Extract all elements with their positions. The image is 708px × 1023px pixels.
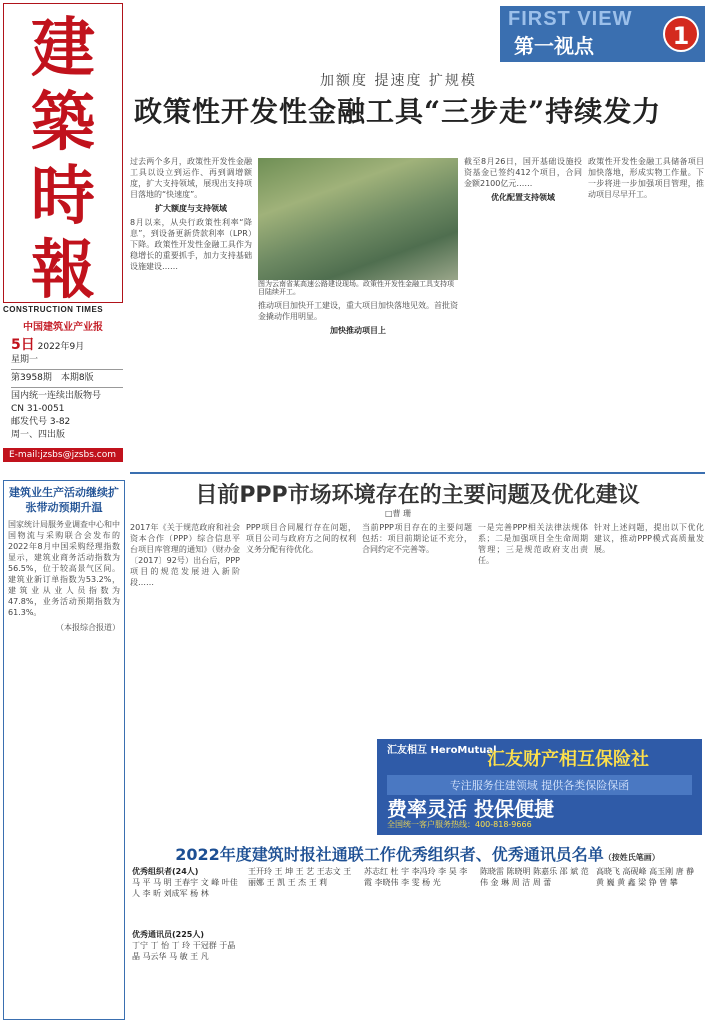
lead-column-3 bbox=[464, 156, 582, 466]
ppp-paragraph: 2017年《关于规范政府和社会资本合作（PPP）综合信息平台项目库管理的通知》（财办金〔2017〕92号）出台后，PPP项目的规范发展进入新阶段…… bbox=[130, 523, 240, 587]
edition-title: 第一视点 bbox=[514, 34, 594, 58]
edition-english: FIRST VIEW bbox=[508, 8, 633, 30]
honor-column-2 bbox=[248, 866, 358, 1016]
edition-banner bbox=[500, 6, 705, 62]
honor-column-4 bbox=[480, 866, 590, 1016]
ppp-column-2 bbox=[246, 522, 356, 832]
frequency: 周一、四出版 bbox=[11, 430, 66, 440]
masthead-subtitle: 中国建筑业产业报 bbox=[23, 322, 103, 333]
sidebar-body: 国家统计局服务业调查中心和中国物流与采购联合会发布的2022年8月中国采购经理指数显示，建筑业商务活动指数为56.5%，位于较高景气区间。建筑业新订单指数为53.2%，建筑业从业人员指数为47.8%，业务活动预期指数为61.3%。 bbox=[8, 520, 120, 617]
ppp-column-1 bbox=[130, 522, 240, 832]
ppp-paragraph: 当前PPP项目存在的主要问题包括：项目前期论证不充分，合同约定不完善等。 bbox=[362, 523, 472, 554]
masthead-char: 建 bbox=[31, 11, 95, 86]
page-count: 本期8版 bbox=[60, 373, 94, 383]
date-day: 5日 bbox=[11, 337, 35, 353]
honor-column-1 bbox=[132, 866, 242, 1016]
ppp-paragraph: 针对上述问题，提出以下优化建议，推动PPP模式高质量发展。 bbox=[594, 523, 704, 554]
sidebar-article bbox=[3, 480, 125, 1020]
ppp-column-3 bbox=[362, 522, 472, 732]
honor-names: 陈晓雷 陈晓明 陈嘉乐 邵 斌 范 伟 金 琳 周 洁 周 蕾 bbox=[480, 867, 589, 887]
honor-names: 王开玲 王 坤 王 艺 王志文 王丽娜 王 凯 王 杰 王 莉 bbox=[248, 867, 352, 887]
ad-company-name: 汇友财产相互保险社 bbox=[487, 749, 649, 770]
page-number-badge: 1 bbox=[663, 16, 699, 52]
reporter-label: 优秀通讯员(225人) bbox=[132, 930, 205, 939]
lead-subhead: 优化配置支持领域 bbox=[491, 193, 555, 202]
lead-subhead: 扩大额度与支持领域 bbox=[155, 204, 227, 213]
ad-brand: 汇友相互 HeroMutual bbox=[387, 745, 497, 756]
lead-column-4 bbox=[588, 156, 704, 466]
lead-paragraph: 过去两个多月，政策性开发性金融工具以设立到运作、再到调增额度，扩大支持领域，展现出支持项目落地的“快速度”。 bbox=[130, 157, 252, 199]
email-link[interactable]: E-mail:jzsbs@jzsbs.com bbox=[3, 448, 123, 462]
ad-phone: 全国统一客户服务热线：400-818-9666 bbox=[387, 820, 532, 829]
ppp-column-4 bbox=[478, 522, 588, 732]
issue-number: 第3958期 bbox=[11, 373, 52, 383]
lead-paragraph: 8月以来，从央行政策性利率“降息”，到设备更新贷款利率（LPR）下降。政策性开发性金融工具作为稳增长的重要抓手，加力支持基础设施建设…… bbox=[130, 218, 252, 271]
masthead-char: 時 bbox=[31, 159, 95, 234]
weekday: 星期一 bbox=[11, 355, 39, 365]
lead-paragraph: 政策性开发性金融工具储备项目加快落地，形成实物工作量。下一步将进一步加强项目管理，推动项目尽早开工。 bbox=[588, 157, 704, 199]
honor-column-5 bbox=[596, 866, 704, 1016]
ppp-headline[interactable]: 目前PPP市场环境存在的主要问题及优化建议 bbox=[195, 483, 640, 508]
lead-headline[interactable]: 政策性开发性金融工具“三步走”持续发力 bbox=[134, 95, 662, 128]
ppp-paragraph: PPP项目合同履行存在问题，项目公司与政府方之间的权利义务分配有待优化。 bbox=[246, 523, 356, 554]
ppp-column-5 bbox=[594, 522, 704, 732]
ppp-paragraph: 一是完善PPP相关法律法规体系；二是加强项目全生命周期管理；三是规范政府支出责任。 bbox=[478, 523, 588, 565]
honor-title: 2022年度建筑时报社通联工作优秀组织者、优秀通讯员名单 bbox=[175, 845, 604, 864]
honor-column-3 bbox=[364, 866, 474, 1016]
ppp-byline: □曹 珊 bbox=[385, 509, 412, 518]
lead-photo bbox=[258, 158, 458, 296]
masthead-char: 報 bbox=[31, 233, 95, 308]
ad-tagline: 费率灵活 投保便捷 bbox=[387, 797, 554, 821]
masthead bbox=[3, 3, 123, 458]
issue-info bbox=[3, 339, 123, 442]
lead-column-2 bbox=[258, 300, 458, 466]
reporter-names: 丁宁 丁 怡 丁 玲 干冠群 于晶晶 马云华 马 敏 王 凡 bbox=[132, 941, 236, 961]
insurance-ad[interactable] bbox=[377, 739, 702, 835]
honor-headline[interactable] bbox=[130, 842, 705, 865]
masthead-logo bbox=[3, 3, 123, 308]
masthead-char: 築 bbox=[31, 85, 95, 160]
ad-slogan: 专注服务住建领域 提供各类保险保函 bbox=[387, 775, 692, 795]
honor-note: （按姓氏笔画） bbox=[603, 853, 660, 862]
sidebar-source: （本报综合报道） bbox=[56, 623, 120, 632]
organizer-label: 优秀组织者(24人) bbox=[132, 867, 199, 876]
lead-subhead: 加快推动项目上 bbox=[330, 326, 386, 335]
lead-paragraph: 推动项目加快开工建设，重大项目加快落地见效。首批资金撬动作用明显。 bbox=[258, 301, 458, 321]
date-month: 2022年9月 bbox=[37, 342, 85, 352]
sidebar-title[interactable]: 建筑业生产活动继续扩张带动预期升温 bbox=[9, 486, 119, 514]
lead-column-1 bbox=[130, 156, 252, 466]
masthead-english: CONSTRUCTION TIMES bbox=[3, 305, 104, 314]
honor-names: 高晓飞 高砚峰 高玉刚 唐 静 黄 巍 黄 鑫 梁 铮 曾 攀 bbox=[596, 867, 695, 887]
lead-kicker: 加额度 提速度 扩规模 bbox=[320, 73, 477, 89]
postal-code: 邮发代号 3-82 bbox=[11, 417, 71, 427]
lead-paragraph: 截至8月26日，国开基础设施投资基金已签约412个项目，合同金额2100亿元…… bbox=[464, 157, 582, 188]
section-divider bbox=[130, 472, 705, 474]
photo-caption: 图为云南省某高速公路建设现场。政策性开发性金融工具支持项目陆续开工。 bbox=[258, 280, 454, 296]
organizer-names: 马 平 马 明 王春宇 文 峰 叶佳人 李 昕 刘成军 杨 林 bbox=[132, 878, 238, 898]
cn-code-label: 国内统一连续出版物号 bbox=[11, 387, 123, 403]
honor-names: 苏志红 杜 宇 李冯玲 李 昊 李 霞 李晓伟 李 雯 杨 光 bbox=[364, 867, 468, 887]
cn-number: CN 31-0051 bbox=[11, 404, 65, 414]
